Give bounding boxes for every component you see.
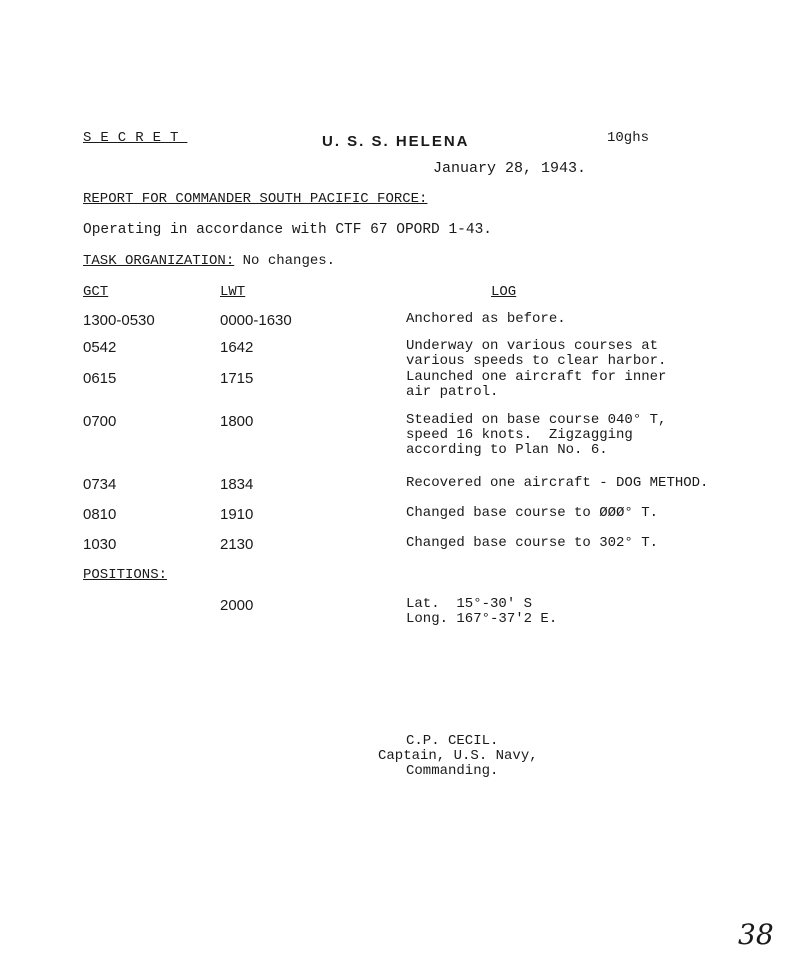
- log-gct: 0615: [83, 370, 117, 387]
- log-lwt: 1642: [220, 339, 254, 356]
- log-gct: 0700: [83, 413, 117, 430]
- position-longitude: Long. 167°-37'2 E.: [406, 611, 558, 627]
- log-lwt: 2130: [220, 536, 254, 553]
- position-latitude: Lat. 15°-30' S: [406, 596, 533, 612]
- signature-name: C.P. CECIL.: [406, 733, 499, 749]
- log-gct: 0810: [83, 506, 117, 523]
- signature-role: Commanding.: [406, 763, 499, 779]
- log-gct: 0734: [83, 476, 117, 493]
- log-lwt: 1910: [220, 506, 254, 523]
- signature-block: [378, 734, 538, 779]
- classification-marking: SECRET: [83, 130, 188, 146]
- log-lwt: 1715: [220, 370, 254, 387]
- log-entry: Recovered one aircraft - DOG METHOD.: [406, 475, 709, 491]
- log-entry: Underway on various courses at various speeds to clear harbor.: [406, 338, 667, 369]
- log-lwt: 1834: [220, 476, 254, 493]
- log-gct: 0542: [83, 339, 117, 356]
- log-gct: 1300-0530: [83, 312, 155, 329]
- log-entry: Steadied on base course 040° T, speed 16 knots. Zigzagging according to Plan No. 6.: [406, 412, 667, 458]
- log-entry: Changed base course to 302° T.: [406, 535, 659, 551]
- log-entry: Anchored as before.: [406, 311, 566, 327]
- column-header-lwt: LWT: [220, 284, 246, 300]
- report-heading: REPORT FOR COMMANDER SOUTH PACIFIC FORCE:: [83, 191, 428, 207]
- reference-code: 10ghs: [607, 130, 650, 146]
- column-header-gct: GCT: [83, 284, 109, 300]
- log-entry: Launched one aircraft for inner air patrol.: [406, 369, 667, 400]
- signature-rank: Captain, U.S. Navy,: [378, 748, 538, 764]
- ship-name: U. S. S. HELENA: [322, 133, 470, 150]
- page-number: 38: [738, 918, 774, 951]
- operating-line: Operating in accordance with CTF 67 OPORD 1-43.: [83, 222, 492, 238]
- log-entry: Changed base course to ØØØ° T.: [406, 505, 659, 521]
- log-gct: 1030: [83, 536, 117, 553]
- log-lwt: 0000-1630: [220, 312, 292, 329]
- task-label: TASK ORGANIZATION:: [83, 253, 235, 269]
- report-date: January 28, 1943.: [433, 160, 587, 177]
- column-header-log: LOG: [491, 284, 517, 300]
- task-organization: [83, 253, 335, 269]
- log-lwt: 1800: [220, 413, 254, 430]
- task-value: No changes.: [242, 253, 336, 269]
- positions-heading: POSITIONS:: [83, 567, 168, 583]
- position-time: 2000: [220, 597, 254, 614]
